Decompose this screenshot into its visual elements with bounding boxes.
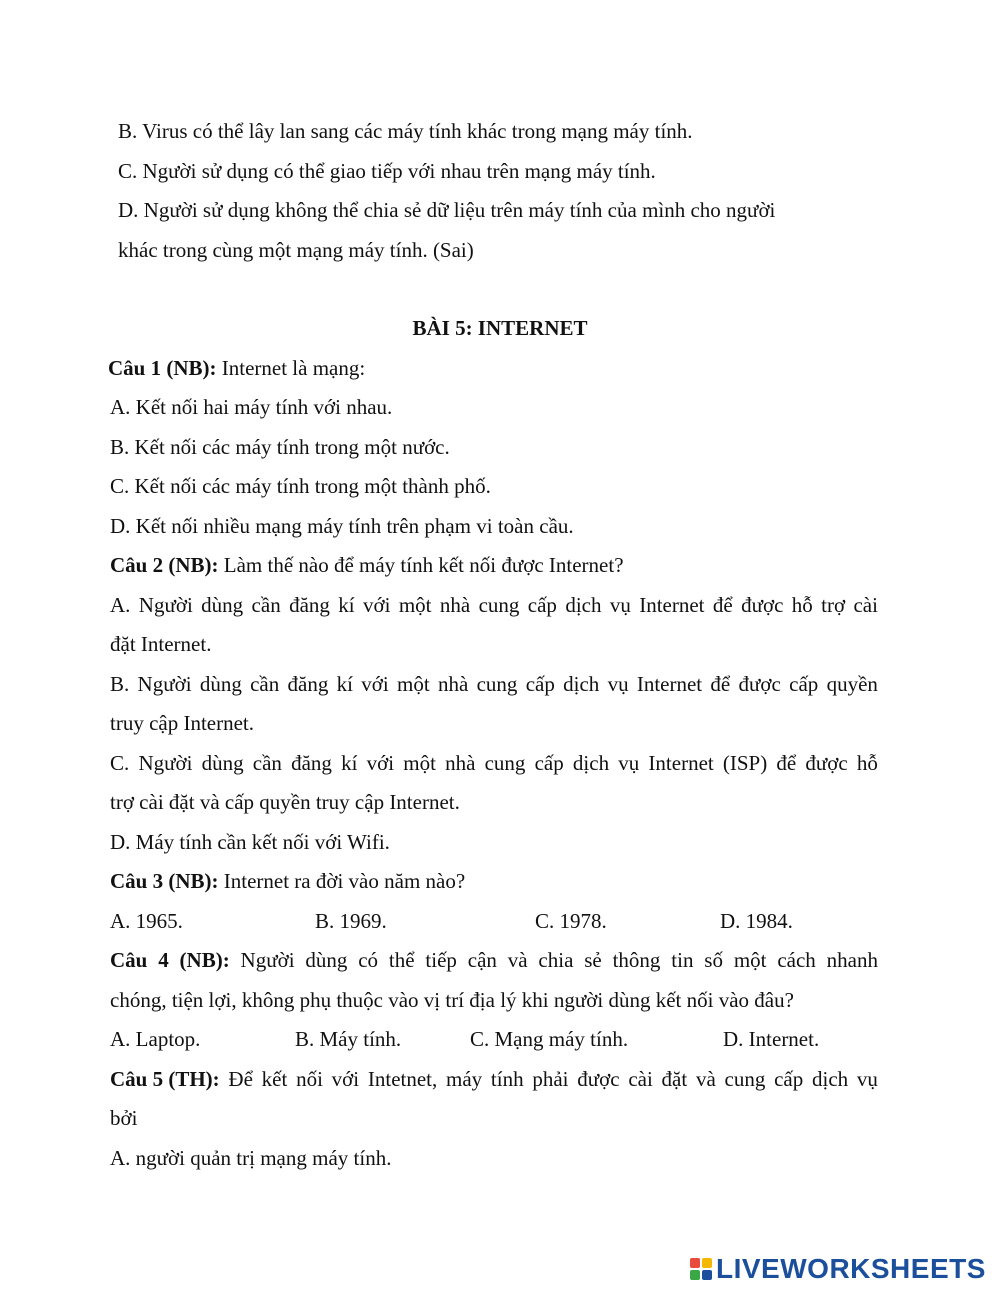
- question-1-text: Internet là mạng:: [216, 356, 366, 380]
- question-5-label: Câu 5 (TH):: [110, 1067, 220, 1091]
- q3-option-c: C. 1978.: [535, 909, 607, 933]
- liveworksheets-logo-icon: [690, 1258, 712, 1280]
- q2-option-d: D. Máy tính cần kết nối với Wifi.: [110, 830, 390, 854]
- q3-option-b: B. 1969.: [315, 909, 387, 933]
- question-4-line1: Câu 4 (NB): Người dùng có thể tiếp cận và chia sẻ thông tin số một cách nhanh: [110, 948, 878, 972]
- q1-option-c: C. Kết nối các máy tính trong một thành phố.: [110, 474, 491, 498]
- prev-option-b: B. Virus có thể lây lan sang các máy tính khác trong mạng máy tính.: [118, 119, 693, 143]
- q3-option-a: A. 1965.: [110, 909, 183, 933]
- q1-option-a: A. Kết nối hai máy tính với nhau.: [110, 395, 393, 419]
- q2-option-b-line2: truy cập Internet.: [110, 711, 255, 735]
- q1-option-d: D. Kết nối nhiều mạng máy tính trên phạm vi toàn cầu.: [110, 514, 574, 538]
- q2-option-c-line2: trợ cài đặt và cấp quyền truy cập Internet.: [110, 790, 460, 814]
- q4-option-a: A. Laptop.: [110, 1027, 201, 1051]
- liveworksheets-logo-text: LIVEWORKSHEETS: [716, 1253, 986, 1284]
- q2-option-c-line1: C. Người dùng cần đăng kí với một nhà cung cấp dịch vụ Internet (ISP) để được hỗ: [110, 751, 878, 775]
- q1-option-b: B. Kết nối các máy tính trong một nước.: [110, 435, 450, 459]
- question-1: [108, 355, 365, 381]
- question-5-line2: bởi: [110, 1106, 138, 1130]
- q4-option-b: B. Máy tính.: [295, 1027, 402, 1051]
- q5-option-a: A. người quản trị mạng máy tính.: [110, 1146, 392, 1170]
- question-2-label: Câu 2 (NB):: [110, 553, 219, 577]
- q2-option-b-line1: B. Người dùng cần đăng kí với một nhà cung cấp dịch vụ Internet để được cấp quyền: [110, 672, 878, 696]
- question-2-text: Làm thế nào để máy tính kết nối được Internet?: [218, 553, 624, 577]
- question-3-label: Câu 3 (NB):: [110, 869, 219, 893]
- prev-option-d: D. Người sử dụng không thể chia sẻ dữ liệu trên máy tính của mình cho người: [118, 198, 776, 222]
- question-3-text: Internet ra đời vào năm nào?: [218, 869, 466, 893]
- q3-option-d: D. 1984.: [720, 909, 793, 933]
- q2-option-a-line1: A. Người dùng cần đăng kí với một nhà cung cấp dịch vụ Internet để được hỗ trợ cài: [110, 593, 878, 617]
- prev-option-d-cont: khác trong cùng một mạng máy tính. (Sai): [118, 238, 474, 262]
- q4-option-c: C. Mạng máy tính.: [470, 1027, 629, 1051]
- question-5-line1: Câu 5 (TH): Để kết nối với Intetnet, máy tính phải được cài đặt và cung cấp dịch vụ: [110, 1067, 878, 1091]
- question-4-line2: chóng, tiện lợi, không phụ thuộc vào vị trí địa lý khi người dùng kết nối vào đâu?: [110, 988, 794, 1012]
- prev-option-c: C. Người sử dụng có thể giao tiếp với nhau trên mạng máy tính.: [118, 159, 656, 183]
- section-title: BÀI 5: INTERNET: [412, 316, 588, 340]
- question-4-label: Câu: [110, 948, 148, 972]
- liveworksheets-watermark[interactable]: [690, 1254, 986, 1284]
- question-2: [110, 552, 624, 578]
- question-1-label: Câu 1 (NB):: [108, 356, 217, 380]
- q4-option-d: D. Internet.: [723, 1027, 820, 1051]
- q2-option-a-line2: đặt Internet.: [110, 632, 212, 656]
- question-3: [110, 868, 465, 894]
